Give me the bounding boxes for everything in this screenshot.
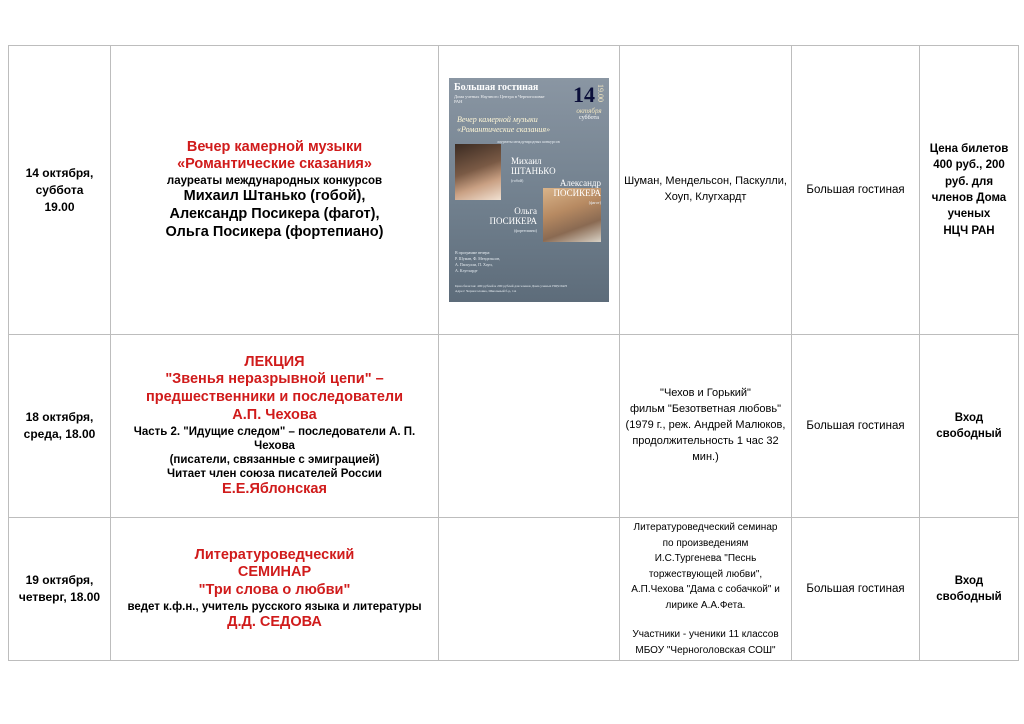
price-line: НЦЧ РАН: [943, 224, 995, 237]
venue-cell: [792, 335, 920, 518]
poster-cell: [439, 518, 620, 661]
event-title: Вечер камерной музыки: [186, 138, 363, 155]
poster-name-line: ПОСИКЕРА: [553, 188, 601, 198]
event-detail: Читает член союза писателей России: [167, 467, 382, 480]
date-line: 19 октября,: [25, 573, 94, 587]
program-line: Хоуп, Клугхардт: [664, 191, 747, 203]
poster-time: 19.00: [596, 84, 605, 102]
performer-photo: [455, 144, 501, 200]
event-title: "Звенья неразрывной цепи" –: [165, 371, 384, 388]
venue: Большая гостиная: [806, 420, 905, 432]
program-line: (1979 г., реж. Андрей Малюков,: [625, 419, 786, 432]
event-speaker: Д.Д. СЕДОВА: [227, 613, 322, 630]
poster-name-line: Михаил: [511, 156, 542, 166]
poster-weekday: суббота: [579, 115, 599, 121]
program-line: А.П.Чехова "Дама с собачкой" и: [631, 584, 780, 595]
poster-name-line: ШТАНЬКО: [511, 166, 556, 176]
venue-cell: [792, 46, 920, 335]
poster-role: (гобой): [511, 178, 524, 183]
venue-cell: [792, 518, 920, 661]
date-line: 19.00: [44, 199, 75, 214]
concert-poster: [449, 78, 609, 302]
event-detail: Чехова: [254, 439, 295, 452]
event-subtitle: лауреаты международных конкурсов: [166, 175, 383, 188]
program-line: Шуман, Мендельсон, Паскулли,: [624, 175, 787, 188]
event-title: СЕМИНАР: [237, 564, 312, 581]
poster-name: [471, 206, 537, 236]
poster-footer-line: Цена билетов: 400 рублей и 200 рублей для членов Дома ученых НЦЧ РАН: [455, 284, 567, 288]
poster-title: [457, 115, 550, 135]
price-line: Вход: [954, 411, 984, 424]
poster-name-line: Александр: [559, 178, 601, 188]
event-detail: Часть 2. "Идущие следом" – последователи А. П.: [133, 425, 416, 438]
poster-date: [573, 84, 605, 122]
price-line: ученых: [947, 208, 991, 221]
event-title: А.П. Чехова: [232, 406, 317, 423]
price-line: членов Дома: [931, 192, 1007, 204]
table-row: [9, 46, 1019, 335]
poster-title-line: «Романтические сказания»: [457, 125, 551, 134]
program-line: продолжительность 1 час 32: [632, 434, 779, 447]
poster-title-line: Вечер камерной музыки: [457, 115, 538, 124]
poster-role: (фортепиано): [514, 228, 537, 233]
program-line: торжествующей любви",: [648, 568, 763, 580]
poster-name-line: Ольга: [514, 206, 537, 216]
poster-brand: Большая гостиная: [454, 82, 539, 93]
event-detail: ведет к.ф.н., учитель русского языка и литературы: [127, 600, 422, 613]
event-title: Литературоведческий: [194, 546, 355, 563]
price-line: Цена билетов: [929, 143, 1009, 156]
poster-footer: [455, 284, 567, 294]
poster-cell: [439, 335, 620, 518]
poster-month: октября: [576, 107, 602, 115]
date-cell: [9, 335, 111, 518]
performer: Ольга Посикера (фортепиано): [165, 223, 384, 240]
date-line: четверг, 18.00: [18, 590, 101, 604]
program-cell: [620, 335, 792, 518]
poster-footer-line: Адрес: Черноголовка, Школьный б-р, 1А: [455, 289, 517, 293]
date-line: 14 октября,: [25, 165, 94, 180]
program-line: Литературоведческий семинар: [633, 522, 778, 533]
price-line: свободный: [936, 428, 1002, 440]
date-line: 18 октября,: [25, 410, 94, 424]
events-table: [8, 45, 1019, 661]
price-cell: [920, 335, 1019, 518]
poster-program-line: Р. Шуман, Ф. Мендельсон,: [455, 256, 501, 261]
poster-brand-sub: Дома ученых Научного Центра в Черноголовке РАН: [454, 94, 545, 104]
poster-name: [554, 178, 601, 208]
date-cell: [9, 46, 111, 335]
poster-cell: [439, 46, 620, 335]
program-line: мин.): [692, 450, 719, 463]
date-line: суббота: [35, 182, 84, 197]
poster-name-line: ПОСИКЕРА: [489, 216, 537, 226]
table-row: [9, 518, 1019, 661]
date-line: среда, 18.00: [23, 427, 96, 441]
venue: Большая гостиная: [806, 184, 905, 196]
event-cell: [111, 46, 439, 335]
price-cell: [920, 46, 1019, 335]
program-line: по произведениям: [662, 537, 749, 549]
poster-program-line: А. Клугхардт: [455, 268, 478, 273]
venue: Большая гостиная: [806, 583, 905, 595]
program-cell: [620, 518, 792, 661]
program-note-line: МБОУ "Черноголовская СОШ": [635, 644, 776, 656]
event-title: ЛЕКЦИЯ: [244, 353, 305, 370]
price-line: Вход: [954, 574, 984, 587]
program-line: фильм "Безответная любовь": [629, 403, 782, 416]
event-cell: [111, 518, 439, 661]
event-speaker: Е.Е.Яблонская: [222, 480, 327, 497]
poster-program-line: А. Паскулли, П. Хоуп,: [455, 262, 493, 267]
price-line: руб. для: [944, 175, 994, 188]
program-note-line: Участники - ученики 11 классов: [632, 629, 779, 640]
program-line: лирике А.А.Фета.: [665, 599, 746, 611]
poster-name: [511, 156, 556, 186]
event-title: «Романтические сказания»: [177, 156, 372, 173]
poster-program-line: В программе вечера:: [455, 250, 491, 255]
poster-day: 14: [573, 82, 595, 107]
poster-laureates: лауреаты международных конкурсов: [497, 139, 560, 144]
poster-program: [455, 250, 500, 274]
price-line: 400 руб., 200: [933, 159, 1005, 172]
program-cell: [620, 46, 792, 335]
table-row: [9, 335, 1019, 518]
performer: Михаил Штанько (гобой),: [183, 188, 366, 205]
performer: Александр Посикера (фагот),: [169, 205, 380, 222]
event-detail: (писатели, связанные с эмиграцией): [169, 453, 380, 466]
price-cell: [920, 518, 1019, 661]
program-line: И.С.Тургенева "Песнь: [654, 553, 757, 564]
price-line: свободный: [936, 591, 1002, 603]
event-cell: [111, 335, 439, 518]
date-cell: [9, 518, 111, 661]
event-title: "Три слова о любви": [198, 581, 351, 598]
event-title: предшественники и последователи: [145, 389, 404, 406]
program-line: "Чехов и Горький": [660, 387, 751, 400]
poster-role: (фагот): [588, 200, 601, 205]
